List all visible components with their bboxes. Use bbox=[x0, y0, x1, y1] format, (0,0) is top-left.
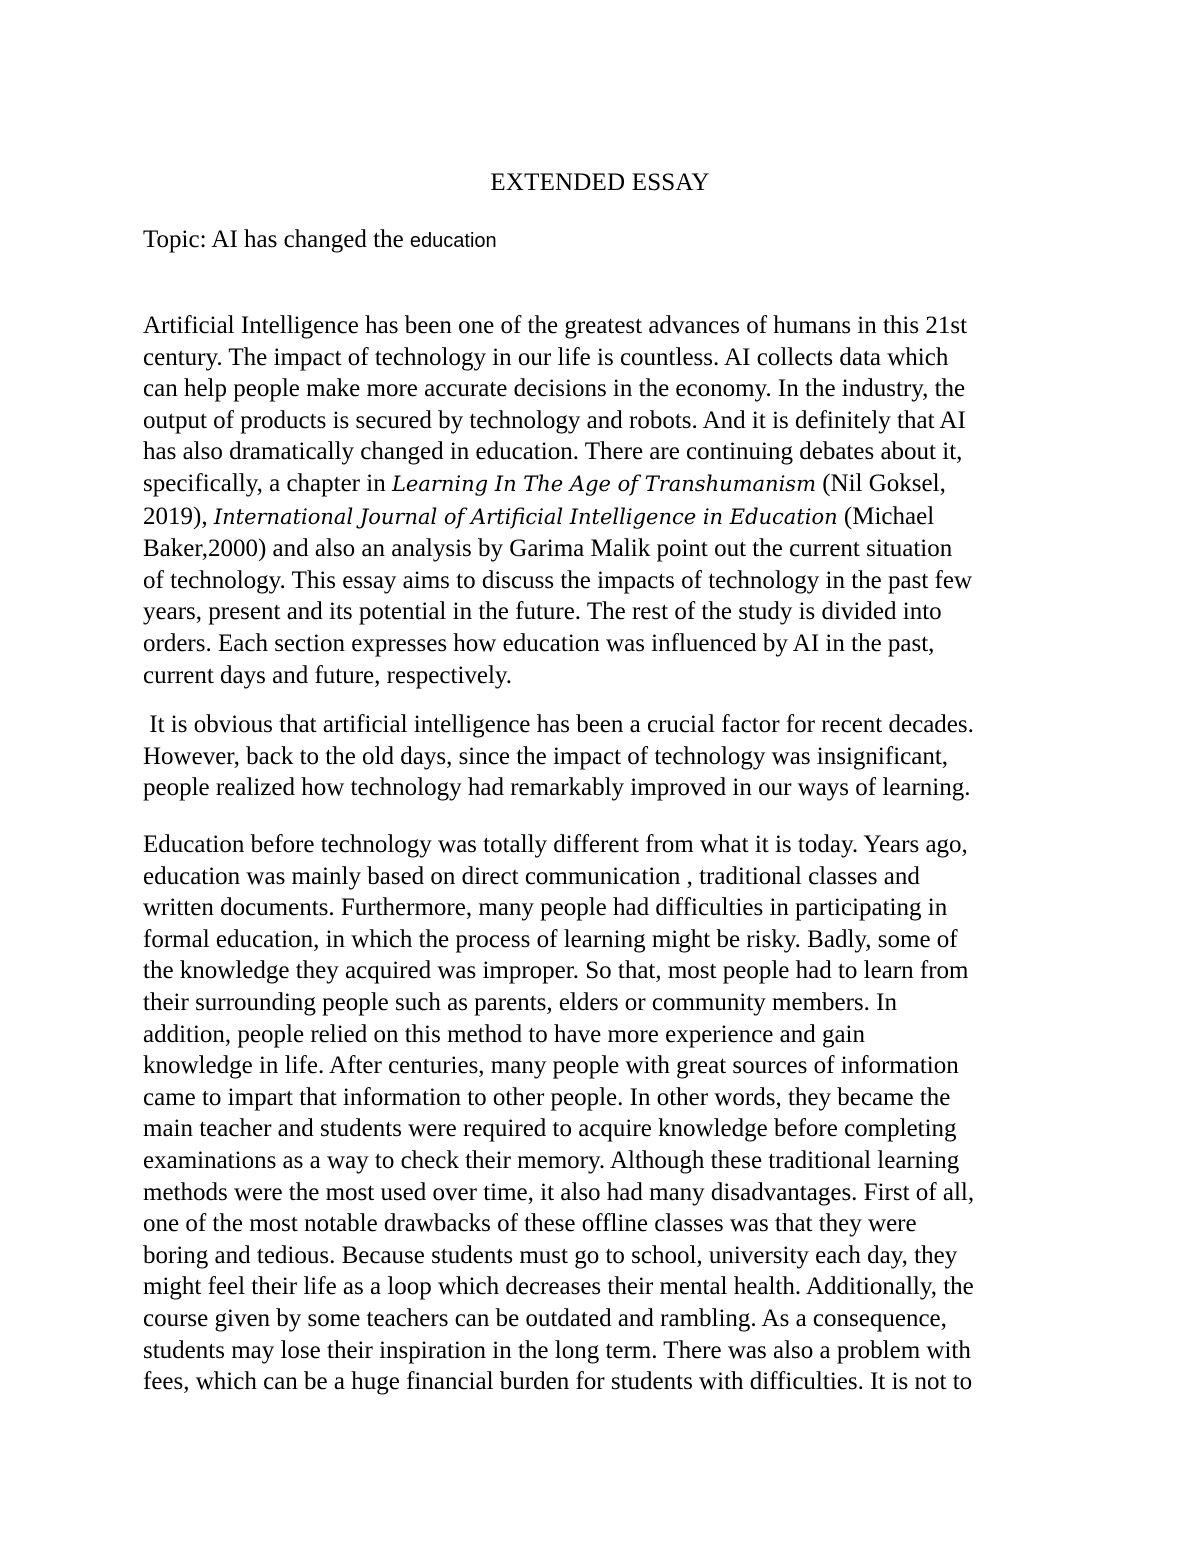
paragraph-line: Baker,2000) and also an analysis by Garima Malik point out the current situation bbox=[143, 535, 953, 563]
paragraph-line: their surrounding people such as parents, elders or community members. In bbox=[143, 988, 897, 1016]
paragraph-line: However, back to the old days, since the impact of technology was insignificant, bbox=[143, 742, 949, 770]
paragraph-line: has also dramatically changed in education. There are continuing debates about it, bbox=[143, 438, 963, 466]
paragraph-line: orders. Each section expresses how education was influenced by AI in the past, bbox=[143, 629, 935, 657]
paragraph-line: can help people make more accurate decisions in the economy. In the industry, the bbox=[143, 375, 966, 403]
paragraph-line: addition, people relied on this method to have more experience and gain bbox=[143, 1020, 865, 1048]
paragraph-line: specifically, a chapter in Learning In The Age of Transhumanism (Nil Goksel, bbox=[143, 469, 946, 497]
paragraph-line: people realized how technology had remarkably improved in our ways of learning. bbox=[143, 774, 971, 802]
essay-topic bbox=[143, 225, 497, 256]
paragraph-line: of technology. This essay aims to discuss the impacts of technology in the past few bbox=[143, 566, 973, 594]
paragraph-line: knowledge in life. After centuries, many people with great sources of information bbox=[143, 1052, 959, 1080]
essay-title: EXTENDED ESSAY bbox=[490, 169, 710, 196]
paragraph-line: written documents. Furthermore, many people had difficulties in participating in bbox=[143, 894, 948, 922]
paragraph-line: might feel their life as a loop which decreases their mental health. Additionally, the bbox=[143, 1273, 974, 1301]
paragraph-line: Artificial Intelligence has been one of the greatest advances of humans in this 21st bbox=[143, 312, 968, 339]
paragraph-line: formal education, in which the process of learning might be risky. Badly, some of bbox=[143, 925, 958, 953]
paragraph-education-before-technology bbox=[143, 829, 1083, 1398]
citation-journal-title: International Journal of Artificial Intelligence in Education bbox=[213, 504, 838, 529]
paragraph-line: methods were the most used over time, it also had many disadvantages. First of all, bbox=[143, 1178, 975, 1206]
citation-book-title: Learning In The Age of Transhumanism bbox=[391, 471, 816, 496]
paragraph-line: It is obvious that artificial intelligence has been a crucial factor for recent decades. bbox=[143, 711, 974, 738]
paragraph-introduction bbox=[143, 310, 1083, 691]
topic-label: Topic: AI has changed the bbox=[143, 226, 404, 253]
paragraph-line: students may lose their inspiration in the long term. There was also a problem with bbox=[143, 1336, 971, 1364]
paragraph-line: one of the most notable drawbacks of these offline classes was that they were bbox=[143, 1210, 917, 1238]
topic-value: education bbox=[409, 230, 497, 252]
paragraph-line: current days and future, respectively. bbox=[143, 661, 513, 689]
paragraph-transition bbox=[143, 709, 1083, 804]
paragraph-line: fees, which can be a huge financial burden for students with difficulties. It is not to bbox=[143, 1368, 973, 1396]
paragraph-line: Education before technology was totally different from what it is today. Years ago, bbox=[143, 831, 968, 858]
paragraph-line: boring and tedious. Because students must go to school, university each day, they bbox=[143, 1241, 958, 1269]
paragraph-line: output of products is secured by technology and robots. And it is definitely that AI bbox=[143, 406, 966, 434]
paragraph-line: course given by some teachers can be outdated and rambling. As a consequence, bbox=[143, 1304, 947, 1332]
paragraph-line: years, present and its potential in the future. The rest of the study is divided into bbox=[143, 598, 942, 626]
paragraph-line: examinations as a way to check their memory. Although these traditional learning bbox=[143, 1146, 960, 1174]
paragraph-line: century. The impact of technology in our life is countless. AI collects data which bbox=[143, 343, 949, 371]
paragraph-line: the knowledge they acquired was improper. So that, most people had to learn from bbox=[143, 957, 969, 985]
paragraph-line: main teacher and students were required to acquire knowledge before completing bbox=[143, 1115, 957, 1143]
paragraph-line: education was mainly based on direct communication , traditional classes and bbox=[143, 862, 920, 890]
paragraph-line: came to impart that information to other people. In other words, they became the bbox=[143, 1083, 951, 1111]
paragraph-line: 2019), International Journal of Artificial Intelligence in Education (Michael bbox=[143, 502, 935, 530]
